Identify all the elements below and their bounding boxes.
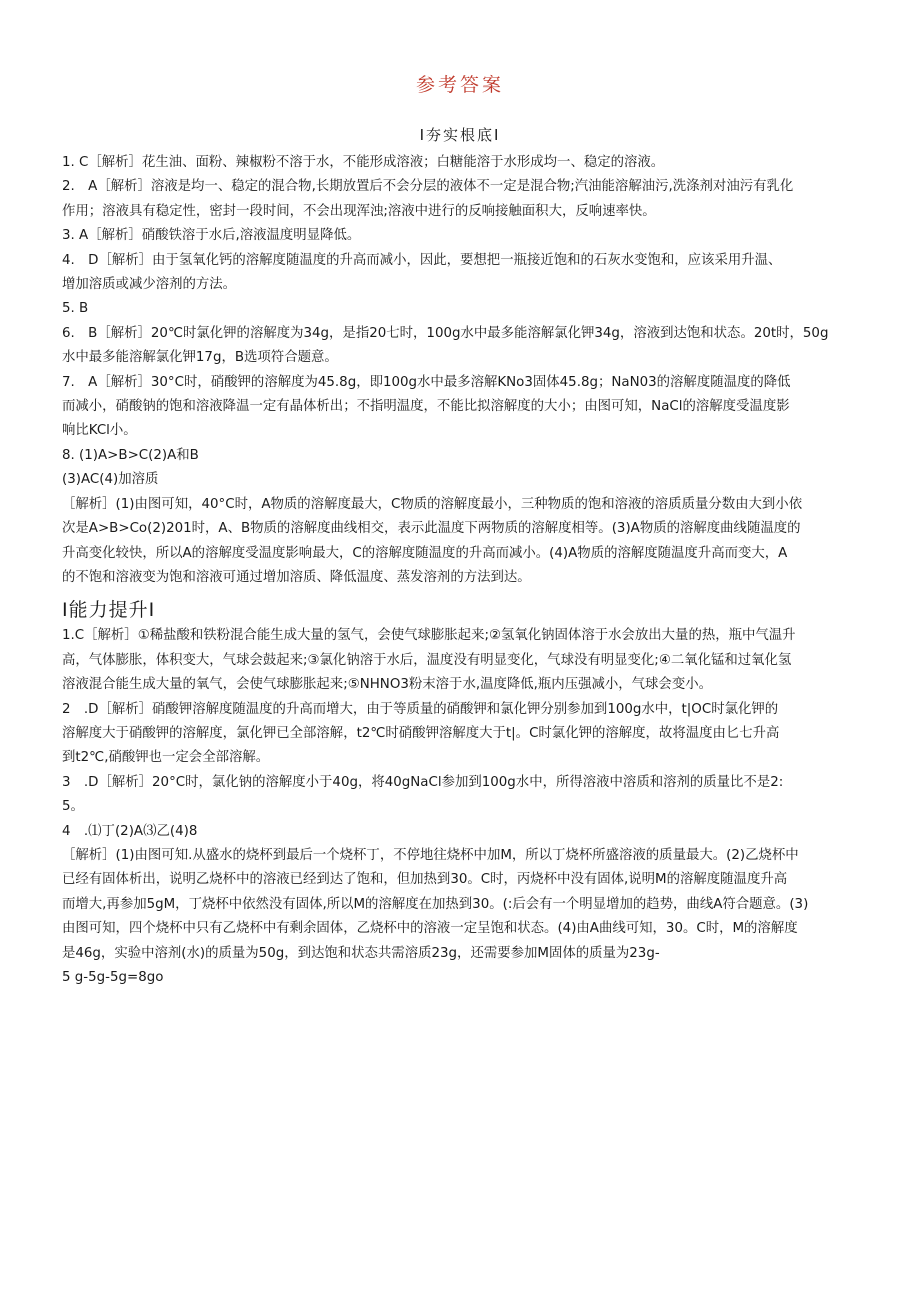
answer-line: 5 g-5g-5g=8go [62, 970, 164, 985]
answer-content [62, 151, 862, 990]
answer-line: 由图可知，四个烧杯中只有乙烧杯中有剩余固体，乙烧杯中的溶液一定呈饱和状态。(4)由A曲线可知，30。C时，M的溶解度 [62, 921, 798, 937]
answer-line: 7. A［解析］30°C时，硝酸钾的溶解度为45.8g，即100g水中最多溶解KNo3固体45.8g；NaN03的溶解度随温度的降低 [62, 374, 791, 390]
answer-line: 的不饱和溶液变为饱和溶液可通过增加溶质、降低温度、蒸发溶剂的方法到达。 [62, 569, 531, 585]
answer-line: 3. A［解析］硝酸铁溶于水后,溶液温度明显降低。 [62, 228, 361, 244]
answer-line: 升高变化较快，所以A的溶解度受温度影响最大，C的溶解度随温度的升高而减小。(4)A物质的溶解度随温度升高而变大，A [62, 545, 788, 561]
page-title: 参考答案 [415, 74, 504, 96]
answer-line: 2. A［解析］溶液是均一、稳定的混合物,长期放置后不会分层的液体不一定是混合物;汽油能溶解油污,洗涤剂对油污有乳化 [62, 179, 794, 195]
answer-line: 溶解度大于硝酸钾的溶解度，氯化钾已全部溶解，t2℃时硝酸钾溶解度大于t|。C时氯化钾的溶解度，故将温度由匕七升高 [62, 725, 780, 741]
answer-line: 增加溶质或减少溶剂的方法。 [62, 277, 237, 293]
answer-line: 6. B［解析］20℃时氯化钾的溶解度为34g，是指20七时，100g水中最多能溶解氯化钾34g，溶液到达饱和状态。20t时，50g [62, 325, 829, 341]
answer-line: ［解析］(1)由图可知.从盛水的烧杯到最后一个烧杯丁，不停地往烧杯中加M，所以丁烧杯所盛溶液的质量最大。(2)乙烧杯中 [62, 847, 799, 863]
section-ability [62, 624, 862, 990]
answer-line: 作用；溶液具有稳定性，密封一段时间，不会出现浑浊;溶液中进行的反响接触面积大，反响速率快。 [62, 203, 656, 219]
section-heading-ability: I能力提升I [62, 599, 156, 622]
section-heading-basics: I夯实根底I [419, 126, 501, 144]
answer-line: 溶液混合能生成大量的氧气，会使气球膨胀起来;⑤NHNO3粉末溶于水,温度降低,瓶内压强减小，气球会变小。 [62, 677, 712, 693]
answer-line: 而减小，硝酸钠的饱和溶液降温一定有晶体析出；不指明温度，不能比拟溶解度的大小；由图可知，NaCl的溶解度受温度影 [62, 399, 790, 415]
answer-line: ［解析］(1)由图可知，40°C时，A物质的溶解度最大，C物质的溶解度最小，三种物质的饱和溶液的溶质质量分数由大到小依 [62, 496, 803, 512]
answer-line: 响比KCl小。 [62, 423, 137, 439]
answer-line: 到t2℃,硝酸钾也一定会全部溶解。 [62, 750, 270, 766]
answer-line: 2 .D［解析］硝酸钾溶解度随温度的升高而增大，由于等质量的硝酸钾和氯化钾分别参加到100g水中，t|OC时氯化钾的 [62, 701, 779, 717]
answer-line: 已经有固体析出，说明乙烧杯中的溶液已经到达了饱和，但加热到30。C时，丙烧杯中没有固体,说明M的溶解度随温度升高 [62, 872, 788, 888]
answer-line: 次是A>B>Co(2)201时，A、B物质的溶解度曲线相交，表示此温度下两物质的溶解度相等。(3)A物质的溶解度曲线随温度的 [62, 521, 801, 537]
answer-line: 高，气体膨胀，体积变大，气球会鼓起来;③氯化钠溶于水后，温度没有明显变化，气球没有明显变化;④二氧化锰和过氧化氢 [62, 652, 792, 668]
answer-line: 1. C［解析］花生油、面粉、辣椒粉不溶于水，不能形成溶液；白糖能溶于水形成均一、稳定的溶液。 [62, 155, 665, 170]
answer-line: 3 .D［解析］20°C时，氯化钠的溶解度小于40g，将40gNaCl参加到100g水中，所得溶液中溶质和溶剂的质量比不是2: [62, 774, 784, 790]
answer-line: (3)AC(4)加溶质 [62, 472, 159, 488]
answer-line: 4. D［解析］由于氢氧化钙的溶解度随温度的升高而减小，因此，要想把一瓶接近饱和的石灰水变饱和，应该采用升温、 [62, 252, 782, 268]
answer-line: 水中最多能溶解氯化钾17g，B选项符合题意。 [62, 350, 338, 366]
answer-line: 8. (1)A>B>C(2)A和B [62, 447, 199, 463]
answer-line: 是46g，实验中溶剂(水)的质量为50g，到达饱和状态共需溶质23g，还需要参加M固体的质量为23g- [62, 945, 660, 961]
answer-line: 4 .⑴丁(2)A⑶乙(4)8 [62, 823, 198, 839]
answer-line: 1.C［解析］①稀盐酸和铁粉混合能生成大量的氢气，会使气球膨胀起来;②氢氧化钠固体溶于水会放出大量的热，瓶中气温升 [62, 628, 796, 644]
answer-line: 5. B [62, 301, 89, 317]
answer-line: 5。 [62, 799, 84, 815]
answer-line: 而增大,再参加5gM，丁烧杯中依然没有固体,所以M的溶解度在加热到30。(:后会有一个明显增加的趋势，曲线A符合题意。(3) [62, 896, 809, 912]
section-basics [62, 151, 862, 590]
